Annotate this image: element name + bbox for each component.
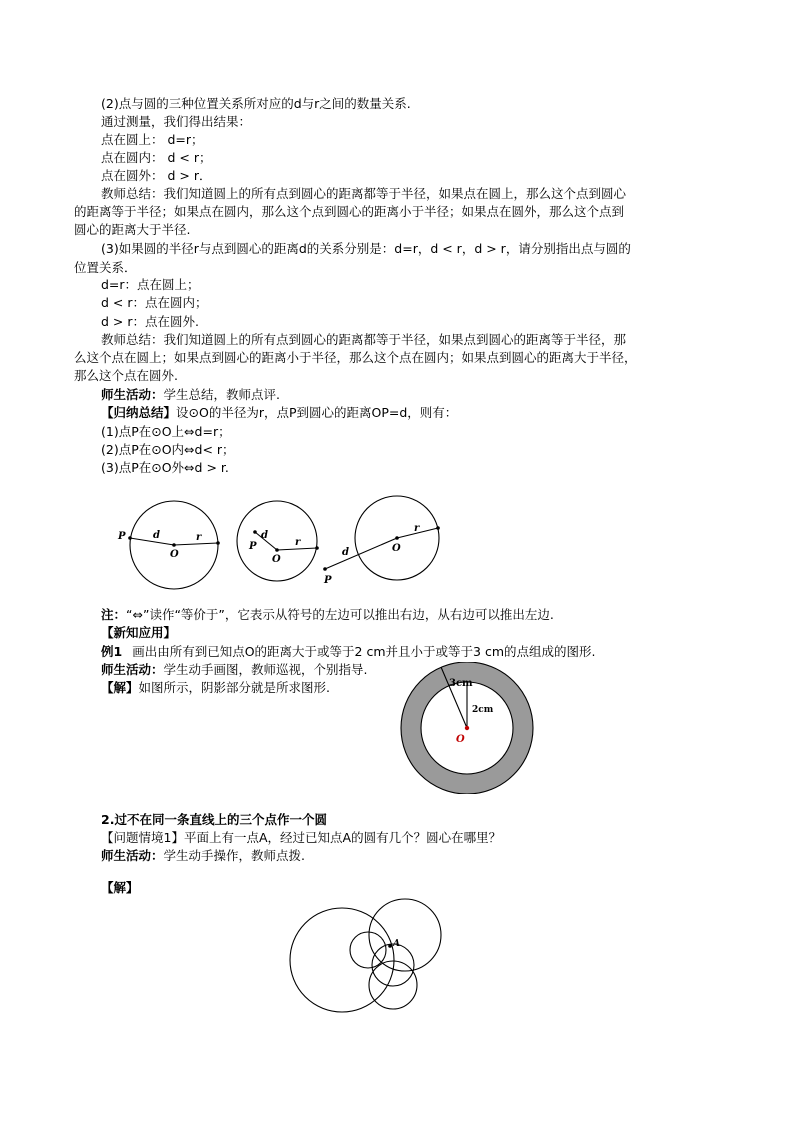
fig1-label-P: P	[118, 531, 126, 542]
solution-1	[101, 679, 330, 696]
point-circle-figure	[110, 488, 450, 598]
circles-through-A-figure	[280, 894, 450, 1026]
text-line-7: 的距离等于半径；如果点在圆内，那么这个点到圆心的距离小于半径；如果点在圆外，那么这个点到	[74, 204, 625, 219]
note	[101, 606, 554, 623]
fig1-label-P-3: P	[324, 575, 332, 586]
rule-2: (2)点P在⊙O内⇔d< r；	[101, 442, 235, 457]
text-line-3: 点在圆上： d=r；	[101, 132, 204, 147]
text-line-1: (2)点与圆的三种位置关系所对应的d与r之间的数量关系.	[101, 96, 411, 111]
text-line-14: 教师总结：我们知道圆上的所有点到圆心的距离都等于半径，如果点到圆心的距离等于半径，那	[101, 332, 627, 347]
text-line-16: 那么这个点在圆外.	[74, 368, 178, 383]
text-line-2: 通过测量，我们得出结果：	[101, 114, 252, 129]
summary-label: 【归纳总结】	[101, 405, 177, 420]
fig1-label-r-3: r	[414, 523, 420, 534]
text-line-4: 点在圆内： d < r；	[101, 150, 212, 165]
fig1-label-r: r	[196, 532, 202, 543]
example-label: 例1	[101, 644, 123, 659]
text-line-5: 点在圆外： d > r．	[101, 168, 212, 183]
activity-1-label: 师生活动：	[101, 387, 164, 402]
fig1-label-O-2: O	[272, 554, 281, 565]
activity-3-label: 师生活动：	[101, 848, 164, 863]
segment-r-in	[277, 548, 317, 550]
point-A-label: A	[393, 939, 400, 949]
fig1-label-O: O	[170, 549, 179, 560]
segment-d-out	[325, 538, 397, 569]
segment-d-on	[130, 538, 174, 545]
activity-2	[101, 661, 368, 678]
solution-2-label: 【解】	[101, 880, 139, 895]
point-A	[388, 944, 392, 948]
fig1-label-d: d	[153, 530, 160, 541]
summary	[101, 404, 457, 421]
activity-2-text: 学生动手画图，教师巡视，个别指导.	[163, 662, 368, 677]
fig1-label-d-2: d	[261, 530, 268, 541]
center-point	[465, 726, 469, 730]
circle-upper-right	[369, 899, 441, 971]
rule-1: (1)点P在⊙O上⇔d=r；	[101, 424, 231, 439]
text-line-9: (3)如果圆的半径r与点到圆心的距离d的关系分别是：d=r，d < r，d > r，请分别指出点与圆的	[101, 241, 631, 256]
activity-2-label: 师生活动：	[101, 662, 164, 677]
fig1-label-d-3: d	[342, 547, 349, 558]
solution-1-label: 【解】	[101, 680, 139, 695]
activity-1	[101, 386, 280, 403]
text-line-6: 教师总结：我们知道圆上的所有点到圆心的距离都等于半径，如果点在圆上，那么这个点到圆心	[101, 186, 627, 201]
example-text: 画出由所有到已知点O的距离大于或等于2 cm并且小于或等于3 cm的点组成的图形.	[132, 644, 596, 659]
solution-1-text: 如图所示，阴影部分就是所求图形.	[138, 680, 330, 695]
text-line-13: d > r：点在圆外.	[101, 314, 199, 329]
text-line-8: 圆心的距离大于半径.	[74, 222, 191, 237]
activity-3-text: 学生动手操作，教师点拨.	[163, 848, 305, 863]
note-label: 注：	[101, 607, 127, 622]
fig1-label-O-3: O	[392, 543, 401, 554]
outer-radius-label: 3cm	[449, 678, 473, 689]
text-line-15: 么这个点在圆上；如果点到圆心的距离小于半径，那么这个点在圆内；如果点到圆心的距离大于半径，	[74, 350, 637, 365]
text-line-11: d=r：点在圆上；	[101, 277, 200, 292]
example-1	[101, 643, 595, 660]
inner-radius-label: 2cm	[472, 705, 494, 715]
new-knowledge-heading: 【新知应用】	[101, 625, 177, 640]
center-label: O	[456, 734, 465, 745]
note-text: “⇔”读作“等价于”，它表示从符号的左边可以推出右边，从右边可以推出左边.	[126, 607, 554, 622]
circle-small-left	[350, 932, 386, 968]
rule-3: (3)点P在⊙O外⇔d > r.	[101, 460, 229, 475]
fig1-label-r-2: r	[295, 537, 301, 548]
problem-1-label: 【问题情境1】	[101, 830, 184, 845]
activity-3	[101, 847, 305, 864]
problem-1-text: 平面上有一点A，经过已知点A的圆有几个？圆心在哪里？	[183, 830, 502, 845]
text-line-12: d < r：点在圆内；	[101, 295, 208, 310]
annulus-figure	[400, 662, 540, 794]
activity-1-text: 学生总结，教师点评.	[163, 387, 280, 402]
problem-1	[101, 829, 501, 846]
text-line-10: 位置关系．	[74, 260, 137, 275]
summary-text: 设⊙O的半径为r，点P到圆心的距离OP=d，则有：	[176, 405, 458, 420]
section-2-title: 2.过不在同一条直线上的三个点作一个圆	[101, 812, 327, 827]
segment-r-on	[174, 543, 218, 545]
fig1-label-P-2: P	[249, 541, 257, 552]
